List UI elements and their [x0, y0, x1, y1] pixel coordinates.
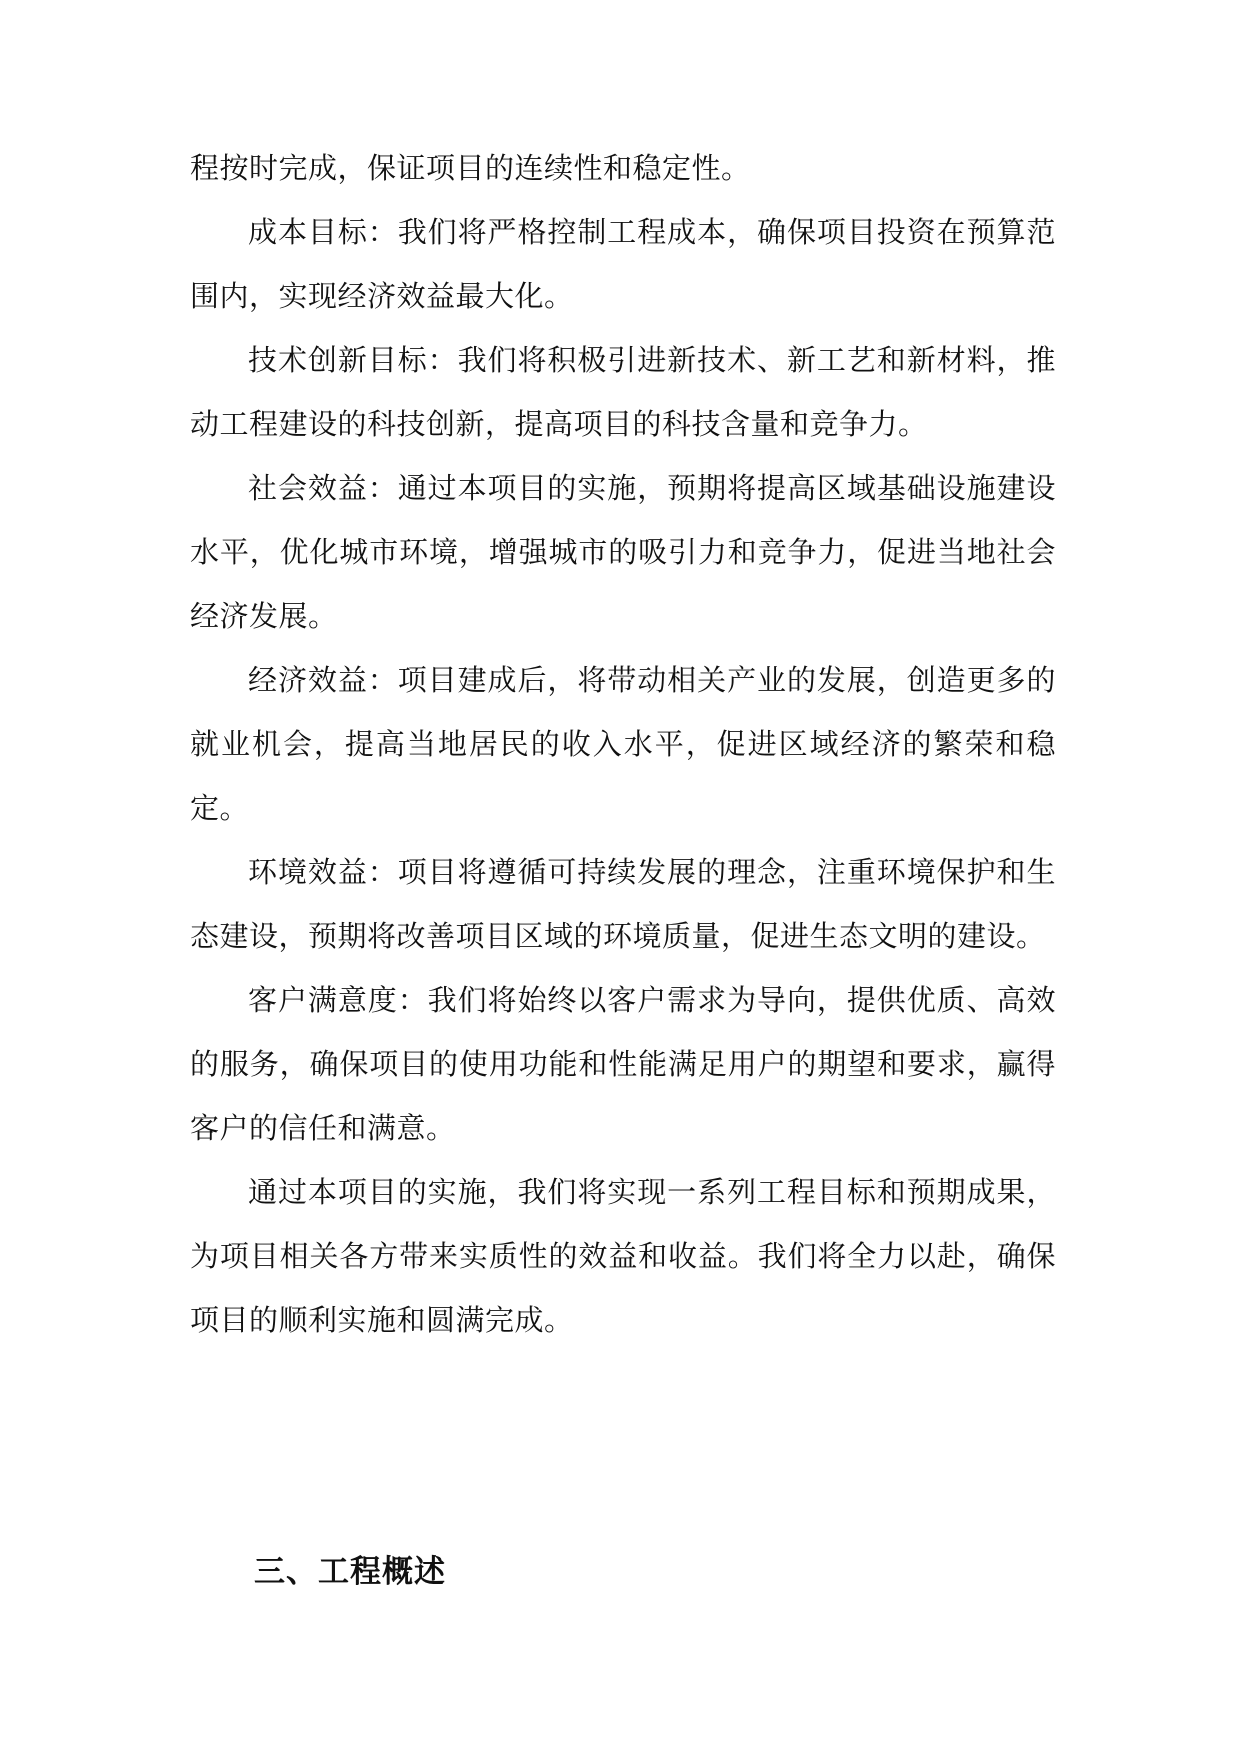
paragraph-tech-innovation: 技术创新目标：我们将积极引进新技术、新工艺和新材料，推动工程建设的科技创新，提高项目的科技含量和竞争力。	[190, 343, 1056, 441]
section-heading: 三、工程概述	[254, 1554, 446, 1590]
paragraph-summary: 通过本项目的实施，我们将实现一系列工程目标和预期成果，为项目相关各方带来实质性的效益和收益。我们将全力以赴，确保项目的顺利实施和圆满完成。	[190, 1175, 1056, 1337]
paragraph-cost-target: 成本目标：我们将严格控制工程成本，确保项目投资在预算范围内，实现经济效益最大化。	[190, 215, 1056, 313]
body-text	[190, 136, 1056, 1352]
paragraph-environmental-benefit: 环境效益：项目将遵循可持续发展的理念，注重环境保护和生态建设，预期将改善项目区域的环境质量，促进生态文明的建设。	[190, 855, 1056, 953]
paragraph-schedule-end: 程按时完成，保证项目的连续性和稳定性。	[190, 151, 751, 185]
paragraph-customer-satisfaction: 客户满意度：我们将始终以客户需求为导向，提供优质、高效的服务，确保项目的使用功能和性能满足用户的期望和要求，赢得客户的信任和满意。	[190, 983, 1056, 1145]
paragraph-social-benefit: 社会效益：通过本项目的实施，预期将提高区域基础设施建设水平，优化城市环境，增强城市的吸引力和竞争力，促进当地社会经济发展。	[190, 471, 1056, 633]
paragraph-economic-benefit: 经济效益：项目建成后，将带动相关产业的发展，创造更多的就业机会，提高当地居民的收入水平，促进区域经济的繁荣和稳定。	[190, 663, 1056, 825]
